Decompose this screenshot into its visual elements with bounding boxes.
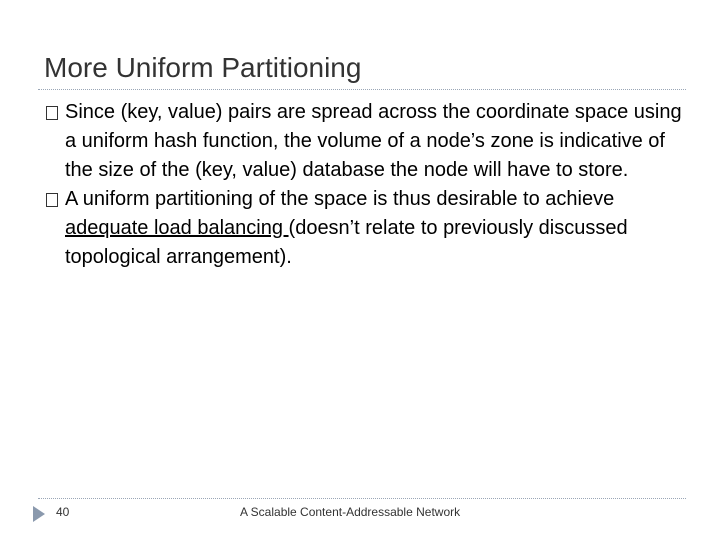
checkbox-bullet-icon bbox=[46, 193, 58, 207]
bullet-list bbox=[46, 98, 686, 272]
bullet-item-1 bbox=[46, 98, 686, 185]
checkbox-bullet-icon bbox=[46, 106, 58, 120]
bullet-text-2-after: (doesn’t relate to previously discussed topological arrangement). bbox=[65, 217, 628, 268]
page-number: 40 bbox=[56, 505, 70, 519]
triangle-right-icon bbox=[33, 506, 45, 522]
bullet-item-2 bbox=[46, 185, 686, 272]
bullet-text-1: Since (key, value) pairs are spread across the coordinate space using a uniform hash function, the volume of a node’s zone is indicative of the size of the (key, value) database the node will have to store. bbox=[65, 101, 682, 181]
bullet-text-2-underlined: adequate load balancing bbox=[65, 217, 289, 239]
slide-title: More Uniform Partitioning bbox=[44, 52, 362, 83]
footer-text: A Scalable Content-Addressable Network bbox=[240, 505, 461, 519]
bullet-text-2-before: A uniform partitioning of the space is thus desirable to achieve bbox=[65, 188, 615, 210]
title-divider bbox=[38, 89, 686, 90]
footer-divider bbox=[38, 498, 686, 499]
bullet-text-2 bbox=[65, 185, 686, 272]
